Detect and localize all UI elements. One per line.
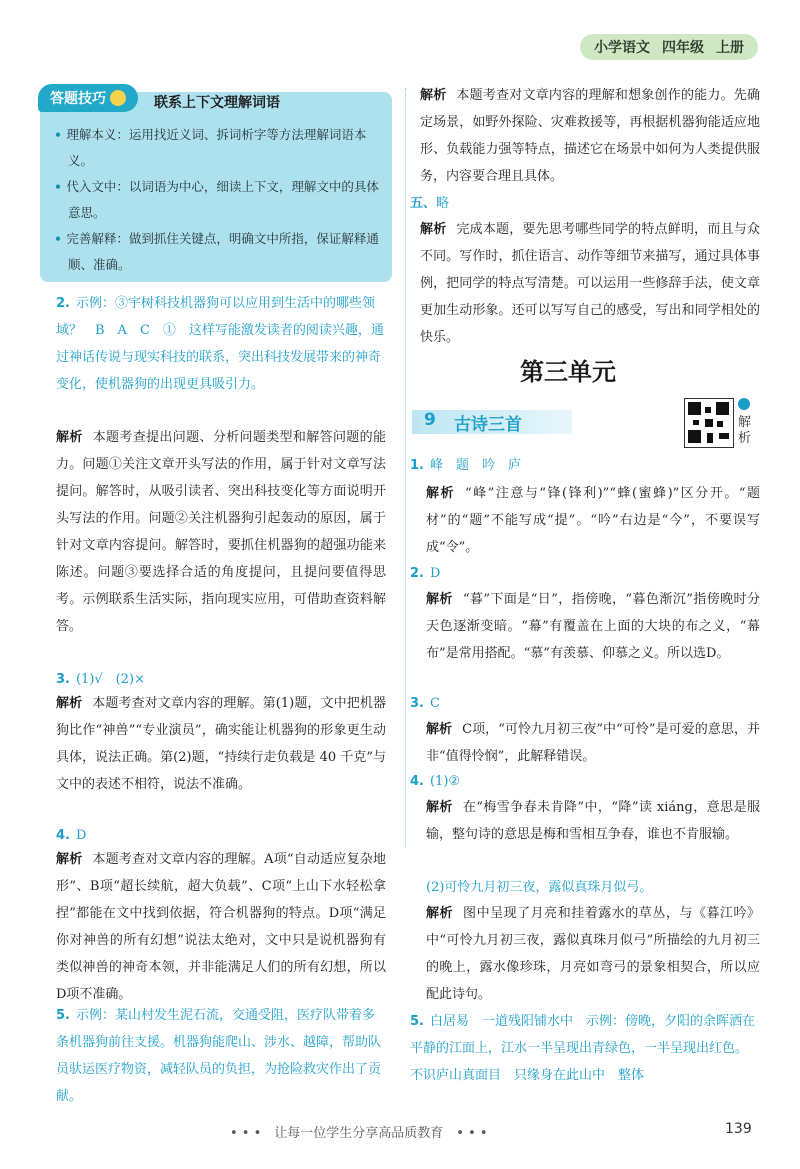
lesson-title: 古诗三首 [454, 415, 522, 435]
answer-right-2: 2. D [410, 566, 441, 581]
analysis-right-5: 解析 本题考查对文章内容的理解和想象创作的能力。先确定场景，如野外探险、灾难救援等，再根据机器狗能适应地形、负载能力强等特点，描述它在场景中如何为人类提供服务，内容要合理且具体。 [420, 88, 760, 184]
analysis-right-3: 解析 C项，“可怜九月初三夜”中“可怜”是可爱的意思，并非“值得怜悯”，此解释错误。 [426, 722, 760, 764]
analysis-left-4: 解析 本题考查对文章内容的理解。A项“自动适应复杂地形”、B项“超长续航，超大负载”、C项“上山下水轻松拿捏”都能在文中找到依据，符合机器狗的特点。D项“满足你对神兽的所有幻想”说法太绝对，文中只是说机器狗有类似神兽的神奇本领，并非能满足人们的所有幻想，所以D项不准确。 [56, 852, 386, 1002]
analysis-right-4-2: 解析 图中呈现了月亮和挂着露水的草丛，与《暮江吟》中“可怜九月初三夜，露似真珠月似弓”所描绘的九月初三的晚上，露水像珍珠，月亮如弯弓的景象相契合，所以应配此诗句。 [426, 906, 760, 1002]
answer-right-4: 4. (1)② [410, 774, 461, 789]
bullet-icon: • [54, 231, 67, 246]
lightbulb-icon [110, 90, 126, 106]
lesson-number: 9 [424, 410, 436, 430]
tips-item: • 完善解释：做到抓住关键点，明确文中所指，保证解释通顺、准确。 [54, 231, 379, 272]
analysis-section-5: 解析 完成本题，要先思考哪些同学的特点鲜明，而且与众不同。写作时，抓住语言、动作等细节来描写，通过具体事例，把同学的特点写清楚。可以运用一些修辞手法，使文章更加生动形象。还可以写写自己的感受，写出和同学相处的快乐。 [420, 222, 760, 345]
answer-section-5: 五、略 [410, 196, 450, 211]
answer-right-1: 1. 峰 题 吟 庐 [410, 458, 521, 473]
header-subject: 小学语文 [594, 40, 650, 56]
analysis-right-4: 解析 在“梅雪争春未肯降”中，“降”读 xiáng，意思是服输，整句诗的意思是梅和雪相互争春，谁也不肯服输。 [426, 800, 760, 842]
tips-item: • 代入文中：以词语为中心，细读上下文，理解文中的具体意思。 [54, 179, 379, 220]
analysis-right-1: 解析 “峰”注意与“锋(锋利)”“蜂(蜜蜂)”区分开。“题材”的“题”不能写成“提”。“吟”右边是“今”，不要误写成“令”。 [426, 486, 760, 555]
answer-right-3: 3. C [410, 696, 440, 711]
page-number: 139 [725, 1121, 752, 1137]
bullet-icon: • [54, 179, 67, 194]
unit-title: 第三单元 [520, 358, 616, 386]
answer-left-5: 5. 示例：某山村发生泥石流，交通受阻，医疗队带着多条机器狗前往支援。机器狗能爬山、涉水、越障，帮助队员驮运医疗物资，减轻队员的负担，为抢险救灾作出了贡献。 [56, 1008, 382, 1104]
play-arrow-icon [738, 398, 750, 410]
tips-box [40, 92, 392, 282]
tips-title: 联系上下文理解词语 [154, 95, 280, 111]
tips-tag [38, 84, 138, 112]
analysis-left-2: 解析 本题考查提出问题、分析问题类型和解答问题的能力。问题①关注文章开头写法的作用，属于针对文章写法提问。解答时，从吸引读者、突出科技变化等方面说明开头写法的作用。问题②关注机器狗引起轰动的原因，属于针对文章内容提问。解答时，要抓住机器狗的超强功能来陈述。问题③要选择合适的角度提问，且提问要值得思考。示例联系生活实际，指向现实应用，可借助查资料解答。 [56, 430, 386, 634]
answer-left-2: 2. 示例：③宇树科技机器狗可以应用到生活中的哪些领域？ B A C ① 这样写能激发读者的阅读兴趣，通过神话传说与现实科技的联系，突出科技发展带来的神奇变化，使机器狗的出现更具吸引力。 [56, 296, 384, 392]
tips-tag-label: 答题技巧 [50, 91, 106, 107]
analysis-left-3: 解析 本题考查对文章内容的理解。第(1)题，文中把机器狗比作“神兽”“专业演员”，确实能让机器狗的形象更生动具体，说法正确。第(2)题，“持续行走负载是 40 千克”与文中的表述不相符，说法不准确。 [56, 696, 386, 792]
header-volume: 上册 [716, 40, 744, 56]
answer-right-4-2: (2)可怜九月初三夜，露似真珠月似弓。 [426, 880, 653, 895]
bullet-icon: • [54, 127, 67, 142]
header-grade: 四年级 [662, 40, 704, 56]
qr-code-icon[interactable] [684, 398, 734, 448]
answer-left-3: 3. (1)√ (2)× [56, 672, 145, 687]
lesson-banner [412, 410, 572, 434]
analysis-right-2: 解析 “暮”下面是“日”，指傍晚，“暮色渐沉”指傍晚时分天色逐渐变暗。“幕”有覆盖在上面的大块的布之义，“幕布”是常用搭配。“慕”有羡慕、仰慕之义。所以选D。 [426, 592, 760, 661]
tips-list [54, 122, 384, 278]
header-badge [580, 34, 758, 60]
answer-left-4: 4. D [56, 828, 87, 843]
qr-label: 解析 [738, 398, 754, 447]
footer-slogan: • • • 让每一位学生分享高品质教育 • • • [230, 1126, 488, 1141]
tips-item: • 理解本义：运用找近义词、拆词析字等方法理解词语本义。 [54, 127, 367, 168]
column-divider [405, 88, 406, 848]
answer-right-5: 5. 白居易 一道残阳铺水中 示例：傍晚，夕阳的余晖洒在平静的江面上，江水一半呈现出青绿色，一半呈现出红色。 不识庐山真面目 只缘身在此山中 整体 [410, 1014, 755, 1083]
